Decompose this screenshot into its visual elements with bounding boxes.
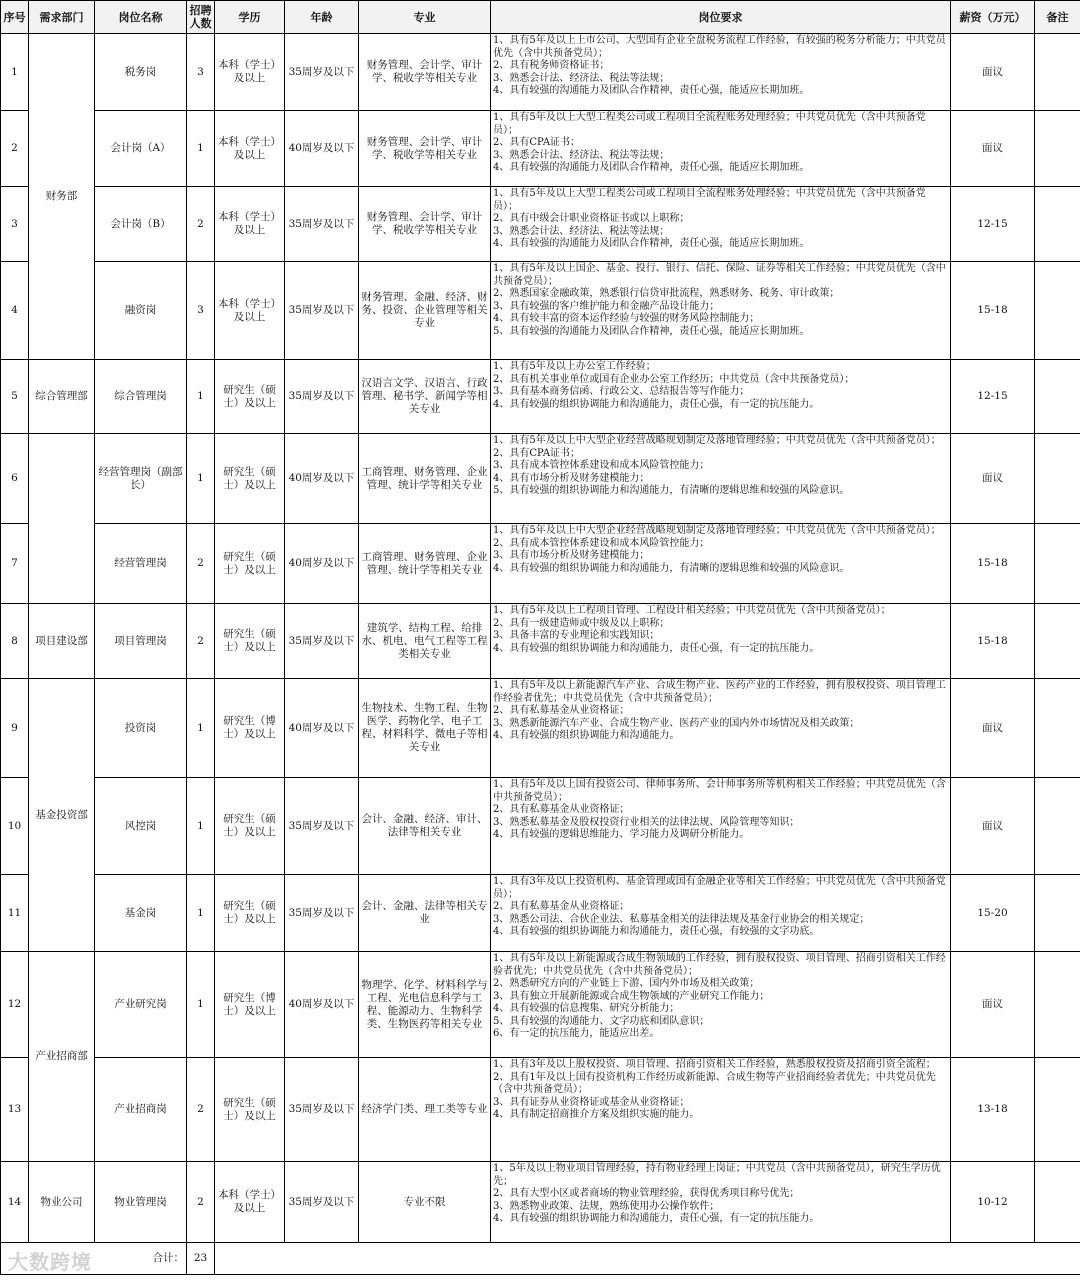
row-salary: 15-18 <box>951 604 1035 679</box>
row-post: 风控岗 <box>95 778 187 875</box>
row-major: 财务管理、金融、经济、财务、投资、企业管理等相关专业 <box>359 262 491 360</box>
table-row <box>1 875 1080 952</box>
row-salary: 12-15 <box>951 360 1035 434</box>
table-row <box>1 679 1080 778</box>
row-salary: 面议 <box>951 34 1035 111</box>
row-seq: 3 <box>1 187 29 262</box>
row-salary: 面议 <box>951 679 1035 778</box>
table-row <box>1 262 1080 360</box>
row-edu: 本科（学士）及以上 <box>215 34 285 111</box>
row-salary: 15-20 <box>951 875 1035 952</box>
row-age: 40周岁及以下 <box>285 434 359 524</box>
row-age: 35周岁及以下 <box>285 604 359 679</box>
row-major: 财务管理、会计学、审计学、税收学等相关专业 <box>359 34 491 111</box>
row-age: 35周岁及以下 <box>285 34 359 111</box>
row-note <box>1035 434 1080 524</box>
row-post: 经营管理岗（副部长） <box>95 434 187 524</box>
row-seq: 7 <box>1 524 29 604</box>
table-row <box>1 187 1080 262</box>
row-age: 35周岁及以下 <box>285 875 359 952</box>
total-value: 23 <box>187 1243 215 1275</box>
header-count: 招聘人数 <box>187 1 215 34</box>
row-age: 40周岁及以下 <box>285 111 359 187</box>
row-major: 会计、金融、经济、审计、法律等相关专业 <box>359 778 491 875</box>
row-age: 40周岁及以下 <box>285 952 359 1058</box>
row-salary: 面议 <box>951 434 1035 524</box>
total-filler <box>215 1243 1080 1275</box>
row-note <box>1035 679 1080 778</box>
total-row <box>1 1243 1080 1275</box>
dept-industry: 产业招商部 <box>29 952 95 1162</box>
row-major: 物理学、化学、材料科学与工程、光电信息科学与工程、能源动力、生物科学类、生物医药等相关专业 <box>359 952 491 1058</box>
row-major: 工商管理、财务管理、企业管理、统计学等相关专业 <box>359 524 491 604</box>
dept-finance: 财务部 <box>29 34 95 360</box>
row-edu: 研究生（硕士）及以上 <box>215 434 285 524</box>
row-count: 1 <box>187 434 215 524</box>
row-age: 35周岁及以下 <box>285 778 359 875</box>
table-row <box>1 1162 1080 1243</box>
row-salary: 10-12 <box>951 1162 1035 1243</box>
table-row <box>1 434 1080 524</box>
row-requirements: 1、具有5年及以上新能源或合成生物领域的工作经验，拥有股权投资、项目管理、招商引资相关工作经验者优先；中共党员优先（含中共预备党员）； 2、熟悉研究方向的产业链上下游、国内外市场及相关政策； 3、具有独立开展新能源或合成生物领域的产业研究工作能力； 4、具有较强的信息搜集、研究分析能力； 5、具有较强的沟通能力、文字功底和团队意识； 6、有一定的抗压能力，能适应出差。 <box>491 952 951 1058</box>
row-edu: 研究生（博士）及以上 <box>215 952 285 1058</box>
header-major: 专业 <box>359 1 491 34</box>
table-row <box>1 524 1080 604</box>
row-major: 汉语言文学、汉语言、行政管理、秘书学、新闻学等相关专业 <box>359 360 491 434</box>
row-age: 35周岁及以下 <box>285 187 359 262</box>
header-edu: 学历 <box>215 1 285 34</box>
row-major: 专业不限 <box>359 1162 491 1243</box>
row-edu: 研究生（硕士）及以上 <box>215 360 285 434</box>
row-note <box>1035 604 1080 679</box>
row-note <box>1035 34 1080 111</box>
row-major: 工商管理、财务管理、企业管理、统计学等相关专业 <box>359 434 491 524</box>
row-salary: 12-15 <box>951 187 1035 262</box>
row-seq: 12 <box>1 952 29 1058</box>
row-requirements: 1、具有5年及以上中大型企业经营战略规划制定及落地管理经验；中共党员优先（含中共预备党员）； 2、具有CPA证书； 3、具有成本管控体系建设和成本风险管控能力； 4、具有市场分析及财务建模能力； 5、具有较强的组织协调能力和沟通能力，有清晰的逻辑思维和较强的风险意识。 <box>491 434 951 524</box>
total-label: 合计： <box>1 1243 187 1275</box>
table-row <box>1 360 1080 434</box>
row-salary: 面议 <box>951 778 1035 875</box>
row-age: 35周岁及以下 <box>285 1058 359 1162</box>
row-note <box>1035 111 1080 187</box>
row-requirements: 1、具有5年及以上新能源汽车产业、合成生物产业、医药产业的工作经验，拥有股权投资、项目管理工作经验者优先；中共党员优先（含中共预备党员）； 2、具有私募基金从业资格证； 3、熟悉新能源汽车产业、合成生物产业、医药产业的国内外市场情况及相关政策； 4、具有较强的组织协调能力和沟通能力。 <box>491 679 951 778</box>
row-count: 2 <box>187 187 215 262</box>
row-seq: 11 <box>1 875 29 952</box>
header-post: 岗位名称 <box>95 1 187 34</box>
header-req: 岗位要求 <box>491 1 951 34</box>
row-post: 产业研究岗 <box>95 952 187 1058</box>
row-major: 财务管理、会计学、审计学、税收学等相关专业 <box>359 187 491 262</box>
row-edu: 研究生（硕士）及以上 <box>215 524 285 604</box>
row-edu: 研究生（博士）及以上 <box>215 679 285 778</box>
row-count: 1 <box>187 679 215 778</box>
table-row <box>1 778 1080 875</box>
row-post: 基金岗 <box>95 875 187 952</box>
row-major: 财务管理、会计学、审计学、税收学等相关专业 <box>359 111 491 187</box>
row-post: 综合管理岗 <box>95 360 187 434</box>
row-note <box>1035 952 1080 1058</box>
row-requirements: 1、具有5年及以上上市公司、大型国有企业全盘税务流程工作经验，有较强的税务分析能力；中共党员优先（含中共预备党员）； 2、具有税务师资格证书； 3、熟悉会计法、经济法、税法等法规； 4、具有较强的沟通能力及团队合作精神，责任心强，能适应长期加班。 <box>491 34 951 111</box>
row-count: 1 <box>187 952 215 1058</box>
row-count: 1 <box>187 778 215 875</box>
row-age: 35周岁及以下 <box>285 262 359 360</box>
row-note <box>1035 360 1080 434</box>
table-row <box>1 111 1080 187</box>
row-post: 税务岗 <box>95 34 187 111</box>
header-salary: 薪资（万元） <box>951 1 1035 34</box>
row-major: 经济学门类、理工类等专业 <box>359 1058 491 1162</box>
row-post: 经营管理岗 <box>95 524 187 604</box>
row-edu: 本科（学士）及以上 <box>215 111 285 187</box>
row-salary: 15-18 <box>951 524 1035 604</box>
dept-project: 项目建设部 <box>29 604 95 679</box>
row-seq: 13 <box>1 1058 29 1162</box>
row-requirements: 1、具有5年及以上大型工程类公司或工程项目全流程账务处理经验；中共党员优先（含中共预备党员）； 2、具有中级会计职业资格证书或以上职称； 3、熟悉会计法、经济法、税法等法规； 4、具有较强的沟通能力及团队合作精神，责任心强，能适应长期加班。 <box>491 187 951 262</box>
row-age: 35周岁及以下 <box>285 360 359 434</box>
row-edu: 研究生（硕士）及以上 <box>215 875 285 952</box>
row-post: 项目管理岗 <box>95 604 187 679</box>
row-major: 会计、金融、法律等相关专业 <box>359 875 491 952</box>
row-count: 2 <box>187 1162 215 1243</box>
row-seq: 2 <box>1 111 29 187</box>
header-note: 备注 <box>1035 1 1080 34</box>
row-requirements: 1、具有5年及以上大型工程类公司或工程项目全流程账务处理经验；中共党员优先（含中共预备党员）； 2、具有CPA证书； 3、熟悉会计法、经济法、税法等法规； 4、具有较强的沟通能力及团队合作精神，责任心强，能适应长期加班。 <box>491 111 951 187</box>
row-note <box>1035 1162 1080 1243</box>
row-major: 生物技术、生物工程、生物医学、药物化学、电子工程、材料科学、微电子等相关专业 <box>359 679 491 778</box>
row-post: 会计岗（B） <box>95 187 187 262</box>
row-age: 35周岁及以下 <box>285 1162 359 1243</box>
row-seq: 4 <box>1 262 29 360</box>
row-note <box>1035 875 1080 952</box>
row-count: 2 <box>187 1058 215 1162</box>
row-post: 物业管理岗 <box>95 1162 187 1243</box>
dept-admin: 综合管理部 <box>29 360 95 434</box>
row-post: 投资岗 <box>95 679 187 778</box>
row-edu: 研究生（硕士）及以上 <box>215 778 285 875</box>
row-count: 3 <box>187 262 215 360</box>
row-requirements: 1、具有5年及以上办公室工作经验； 2、具有机关事业单位或国有企业办公室工作经历；中共党员（含中共预备党员）； 3、具有基本商务信函、行政公文、总结报告等写作能力； 4、具有较强的组织协调能力和沟通能力，责任心强，有一定的抗压能力。 <box>491 360 951 434</box>
row-age: 40周岁及以下 <box>285 679 359 778</box>
header-seq: 序号 <box>1 1 29 34</box>
row-seq: 10 <box>1 778 29 875</box>
row-seq: 9 <box>1 679 29 778</box>
row-count: 1 <box>187 360 215 434</box>
row-seq: 14 <box>1 1162 29 1243</box>
row-edu: 研究生（硕士）及以上 <box>215 1058 285 1162</box>
row-salary: 面议 <box>951 952 1035 1058</box>
row-count: 2 <box>187 524 215 604</box>
row-seq: 5 <box>1 360 29 434</box>
row-age: 40周岁及以下 <box>285 524 359 604</box>
table-row <box>1 952 1080 1058</box>
row-post: 会计岗（A） <box>95 111 187 187</box>
row-salary: 13-18 <box>951 1058 1035 1162</box>
table-row <box>1 604 1080 679</box>
row-edu: 本科（学士）及以上 <box>215 187 285 262</box>
row-requirements: 1、具有5年及以上国有投资公司、律师事务所、会计师事务所等机构相关工作经验；中共党员优先（含中共预备党员）； 2、具有私募基金从业资格证； 3、熟悉私募基金及股权投资行业相关的法律法规、风险管理等知识； 4、具有较强的逻辑思维能力、学习能力及调研分析能力。 <box>491 778 951 875</box>
row-seq: 6 <box>1 434 29 524</box>
row-note <box>1035 524 1080 604</box>
row-seq: 8 <box>1 604 29 679</box>
watermark-logo: 大数跨境 <box>8 1250 92 1274</box>
row-post: 产业招商岗 <box>95 1058 187 1162</box>
row-note <box>1035 262 1080 360</box>
header-row <box>1 1 1080 34</box>
dept-property: 物业公司 <box>29 1162 95 1243</box>
row-edu: 研究生（硕士）及以上 <box>215 604 285 679</box>
table-row <box>1 1058 1080 1162</box>
dept-fund: 基金投资部 <box>29 679 95 952</box>
row-salary: 面议 <box>951 111 1035 187</box>
row-post: 融资岗 <box>95 262 187 360</box>
row-edu: 本科（学士）及以上 <box>215 1162 285 1243</box>
row-requirements: 1、5年及以上物业项目管理经验，持有物业经理上岗证；中共党员（含中共预备党员），研究生学历优先； 2、具有大型小区或者商场的物业管理经验，获得优秀项目称号优先； 3、熟悉物业政策、法规，熟练使用办公操作软件； 4、具有较强的组织协调能力和沟通能力，责任心强，有一定的抗压能力。 <box>491 1162 951 1243</box>
row-count: 1 <box>187 111 215 187</box>
row-note <box>1035 778 1080 875</box>
row-requirements: 1、具有5年及以上中大型企业经营战略规划制定及落地管理经验；中共党员优先（含中共预备党员）； 2、具有成本管控体系建设和成本风险管控能力； 3、具有市场分析及财务建模能力； 4、具有较强的组织协调能力和沟通能力，有清晰的逻辑思维和较强的风险意识。 <box>491 524 951 604</box>
header-age: 年龄 <box>285 1 359 34</box>
row-requirements: 1、具有3年及以上股权投资、项目管理、招商引资相关工作经验，熟悉股权投资及招商引资全流程； 2、具有1年及以上国有投资机构工作经历或新能源、合成生物等产业招商经验者优先；中共党员优先（含中共预备党员）； 3、具有证券从业资格证或基金从业资格证； 4、具有制定招商推介方案及组织实施的能力。 <box>491 1058 951 1162</box>
table-row <box>1 34 1080 111</box>
row-note <box>1035 187 1080 262</box>
row-seq: 1 <box>1 34 29 111</box>
row-edu: 本科（学士）及以上 <box>215 262 285 360</box>
row-count: 2 <box>187 604 215 679</box>
row-requirements: 1、具有5年及以上工程项目管理、工程设计相关经验；中共党员优先（含中共预备党员）； 2、具有一级建造师或中级及以上职称； 3、具备丰富的专业理论和实践知识； 4、具有较强的组织协调能力和沟通能力，责任心强，有一定的抗压能力。 <box>491 604 951 679</box>
row-major: 建筑学、结构工程、给排水、机电、电气工程等工程类相关专业 <box>359 604 491 679</box>
row-requirements: 1、具有5年及以上国企、基金、投行、银行、信托、保险、证券等相关工作经验；中共党员优先（含中共预备党员）； 2、熟悉国家金融政策，熟悉银行信贷审批流程，熟悉财务、税务、审计政策； 3、具有较强的客户维护能力和金融产品设计能力； 4、具有较丰富的资本运作经验与较强的财务风险控制能力； 5、具有较强的沟通能力及团队合作精神，责任心强，能适应长期加班。 <box>491 262 951 360</box>
row-count: 3 <box>187 34 215 111</box>
row-requirements: 1、具有3年及以上投资机构、基金管理或国有金融企业等相关工作经验；中共党员优先（含中共预备党员）； 2、具有私募基金从业资格证； 3、熟悉公司法、合伙企业法、私募基金相关的法律法规及基金行业协会的相关规定； 4、具有较强的组织协调能力和沟通能力，责任心强，有较强的文字功底。 <box>491 875 951 952</box>
row-count: 1 <box>187 875 215 952</box>
header-dept: 需求部门 <box>29 1 95 34</box>
row-salary: 15-18 <box>951 262 1035 360</box>
dept-blank <box>29 434 95 604</box>
row-note <box>1035 1058 1080 1162</box>
